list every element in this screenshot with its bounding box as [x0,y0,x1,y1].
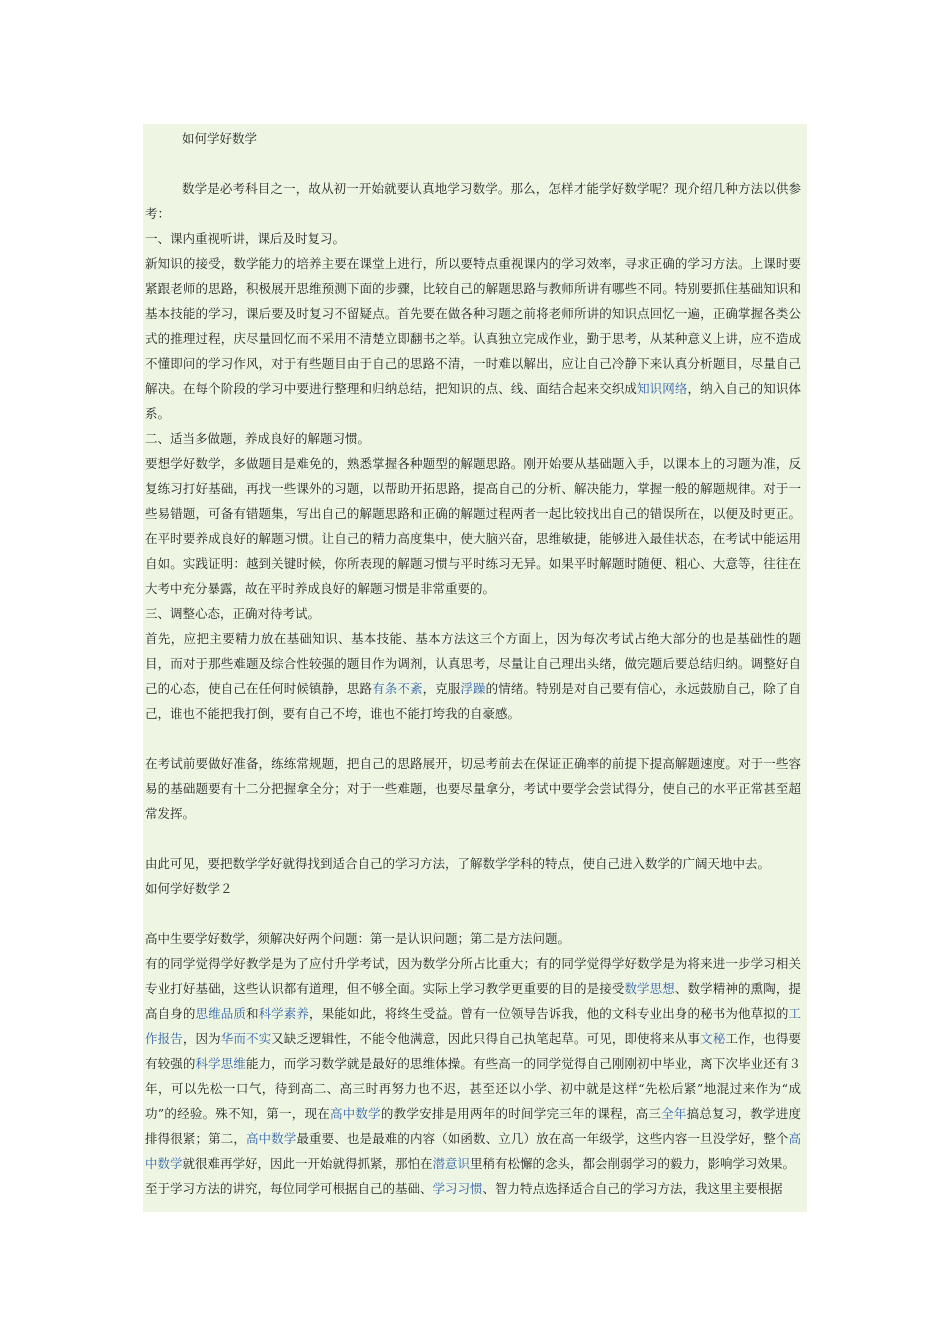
link-math-thinking[interactable]: 数学思想 [624,981,675,996]
link-full-year[interactable]: 全年 [661,1106,687,1121]
part2-body: 有的同学觉得学好教学是为了应付升学考试，因为数学分所占比重大；有的同学觉得学好数学是为将来进一步学习相关专业打好基础，这些认识都有道理，但不够全面。实际上学习教学更重要的目的是接受数学思想、数学精神的熏陶，提高自身的思维品质和科学素养，果能如此，将终生受益。曾有一位领导告诉我，他的文科专业出身的秘书为他草拟的工作报告，因为华而不实又缺乏逻辑性，不能令他满意，因此只得自己执笔起草。可见，即使将来从事文秘工作，也得要有较强的科学思维能力，而学习数学就是最好的思维体操。有些高一的同学觉得自己刚刚初中毕业，离下次毕业还有３年，可以先松一口气，待到高二、高三时再努力也不迟，甚至还以小学、初中就是这样“先松后紧”地混过来作为“成功”的经验。殊不知，第一，现在高中数学的教学安排是用两年的时间学完三年的课程，高三全年搞总复习，教学进度排得很紧；第二，高中数学最重要、也是最难的内容（如函数、立几）放在高一年级学，这些内容一旦没学好，整个高中数学就很难再学好，因此一开始就得抓紧，那怕在潜意识里稍有松懈的念头，都会削弱学习的毅力，影响学习效果。 [145,956,801,1171]
study-method-paragraph: 至于学习方法的讲究，每位同学可根据自己的基础、学习习惯、智力特点选择适合自己的学习方法，我这里主要根据 [145,1181,783,1196]
link-scientific-literacy[interactable]: 科学素养 [258,1006,310,1021]
link-knowledge-network[interactable]: 知识网络 [637,381,688,396]
link-orderly[interactable]: 有条不紊 [372,681,423,696]
link-subconscious[interactable]: 潜意识 [432,1156,471,1171]
link-high-school-math-2[interactable]: 高中数学 [245,1131,297,1146]
section-1-body: 新知识的接受，数学能力的培养主要在课堂上进行，所以要特点重视课内的学习效率，寻求正确的学习方法。上课时要紧跟老师的思路，积极展开思维预测下面的步骤，比较自己的解题思路与教师所讲有哪些不同。特别要抓住基础知识和基本技能的学习，课后要及时复习不留疑点。首先要在做各种习题之前将老师所讲的知识点回忆一遍，正确掌握各类公式的推理过程，庆尽量回忆而不采用不清楚立即翻书之举。认真独立完成作业，勤于思考，从某种意义上讲，应不造成不懂即问的学习作风，对于有些题目由于自己的思路不清，一时难以解出，应让自己冷静下来认真分析题目，尽量自己解决。在每个阶段的学习中要进行整理和归纳总结，把知识的点、线、面结合起来交织成知识网络，纳入自己的知识体系。 [145,256,801,421]
section-2-heading: 二、适当多做题，养成良好的解题习惯。 [145,431,371,446]
link-work-report[interactable]: 工作报告 [145,1006,801,1046]
section-2-body: 要想学好数学，多做题目是难免的，熟悉掌握各种题型的解题思路。刚开始要从基础题入手，以课本上的习题为准，反复练习打好基础，再找一些课外的习题，以帮助开拓思路，提高自己的分析、解决能力，掌握一般的解题规律。对于一些易错题，可备有错题集，写出自己的解题思路和正确的解题过程两者一起比较找出自己的错误所在，以便及时更正。在平时要养成良好的解题习惯。让自己的精力高度集中，使大脑兴奋，思维敏捷，能够进入最佳状态，在考试中能运用自如。实践证明：越到关键时候，你所表现的解题习惯与平时练习无异。如果平时解题时随便、粗心、大意等，往往在大考中充分暴露，故在平时养成良好的解题习惯是非常重要的。 [145,456,801,596]
link-thinking-quality[interactable]: 思维品质 [195,1006,246,1021]
conclusion-paragraph: 由此可见，要把数学学好就得找到适合自己的学习方法，了解数学学科的特点，使自己进入数学的广阔天地中去。 [145,856,771,871]
link-scientific-thinking[interactable]: 科学思维 [195,1056,246,1071]
link-high-school-math-3[interactable]: 高中数学 [145,1131,801,1171]
link-study-habits[interactable]: 学习习惯 [432,1181,483,1196]
doc-title-1: 如何学好数学 [182,131,258,146]
doc-title-2: 如何学好数学２ [145,881,233,896]
document-body [145,126,801,1201]
part2-intro: 高中生要学好数学，须解决好两个问题：第一是认识问题；第二是方法问题。 [145,931,571,946]
link-secretary[interactable]: 文秘 [700,1031,726,1046]
section-3-heading: 三、调整心态，正确对待考试。 [145,606,321,621]
section-3-body: 首先，应把主要精力放在基础知识、基本技能、基本方法这三个方面上，因为每次考试占绝大部分的也是基础性的题目，而对于那些难题及综合性较强的题目作为调剂，认真思考，尽量让自己理出头绪，做完题后要总结归纳。调整好自己的心态，使自己在任何时候镇静，思路有条不紊，克服浮躁的情绪。特别是对自己要有信心，永远鼓励自己，除了自己，谁也不能把我打倒，要有自己不垮，谁也不能打垮我的自豪感。 [145,631,801,721]
intro-paragraph: 数学是必考科目之一，故从初一开始就要认真地学习数学。那么，怎样才能学好数学呢？现介绍几种方法以供参考： [145,181,801,221]
link-flashy[interactable]: 华而不实 [220,1031,272,1046]
section-1-heading: 一、课内重视听讲，课后及时复习。 [145,231,346,246]
link-impetuous[interactable]: 浮躁 [460,681,486,696]
link-high-school-math-1[interactable]: 高中数学 [329,1106,381,1121]
exam-prep-paragraph: 在考试前要做好准备，练练常规题，把自己的思路展开，切忌考前去在保证正确率的前提下提高解题速度。对于一些容易的基础题要有十二分把握拿全分；对于一些难题，也要尽量拿分，考试中要学会尝试得分，使自己的水平正常甚至超常发挥。 [145,756,801,821]
